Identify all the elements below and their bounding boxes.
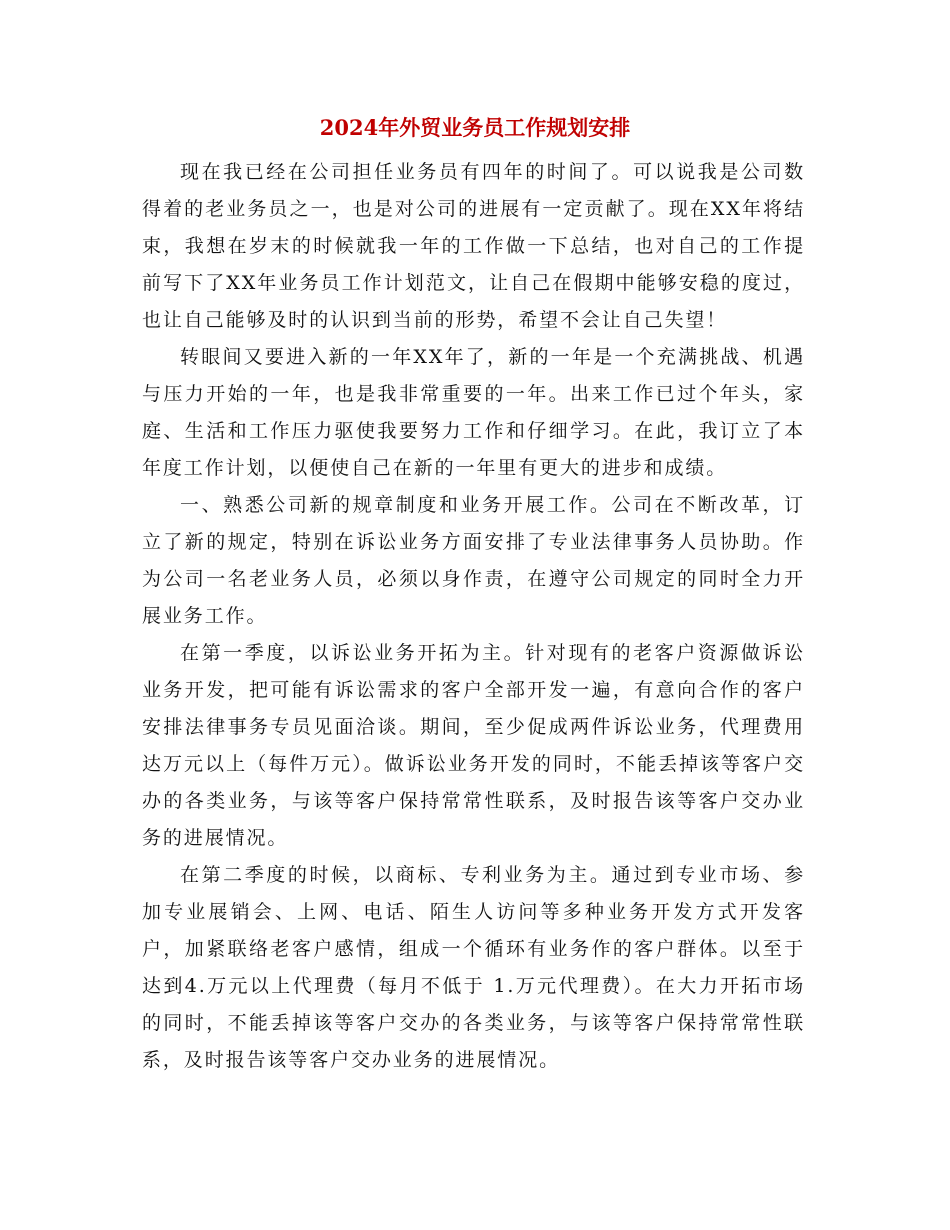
paragraph-section-one: 一、熟悉公司新的规章制度和业务开展工作。公司在不断改革，订立了新的规定，特别在诉讼业务方面安排了专业法律事务人员协助。作为公司一名老业务人员，必须以身作责，在遵守公司规定的同时全力开展业务工作。 bbox=[142, 494, 805, 627]
paragraph-first-quarter: 在第一季度，以诉讼业务开拓为主。针对现有的老客户资源做诉讼业务开发，把可能有诉讼需求的客户全部开发一遍，有意向合作的客户安排法律事务专员见面洽谈。期间，至少促成两件诉讼业务，代理费用达万元以上（每件万元）。做诉讼业务开发的同时，不能丢掉该等客户交办的各类业务，与该等客户保持常常性联系，及时报告该等客户交办业务的进展情况。 bbox=[142, 642, 805, 849]
paragraph-new-year: 转眼间又要进入新的一年XX年了，新的一年是一个充满挑战、机遇与压力开始的一年，也是我非常重要的一年。出来工作已过个年头，家庭、生活和工作压力驱使我要努力工作和仔细学习。在此，我订立了本年度工作计划，以便使自己在新的一年里有更大的进步和成绩。 bbox=[142, 346, 805, 479]
paragraph-intro: 现在我已经在公司担任业务员有四年的时间了。可以说我是公司数得着的老业务员之一，也是对公司的进展有一定贡献了。现在XX年将结束，我想在岁末的时候就我一年的工作做一下总结，也对自己的工作提前写下了XX年业务员工作计划范文，让自己在假期中能够安稳的度过，也让自己能够及时的认识到当前的形势，希望不会让自己失望！ bbox=[142, 161, 805, 331]
document-body bbox=[142, 154, 805, 1079]
document-title: 2024年外贸业务员工作规划安排 bbox=[319, 115, 631, 140]
paragraph-second-quarter: 在第二季度的时候，以商标、专利业务为主。通过到专业市场、参加专业展销会、上网、电话、陌生人访问等多种业务开发方式开发客户，加紧联络老客户感情，组成一个循环有业务作的客户群体。以至于达到4.万元以上代理费（每月不低于 1.万元代理费）。在大力开拓市场的同时，不能丢掉该等客户交办的各类业务，与该等客户保持常常性联系，及时报告该等客户交办业务的进展情况。 bbox=[142, 864, 805, 1071]
